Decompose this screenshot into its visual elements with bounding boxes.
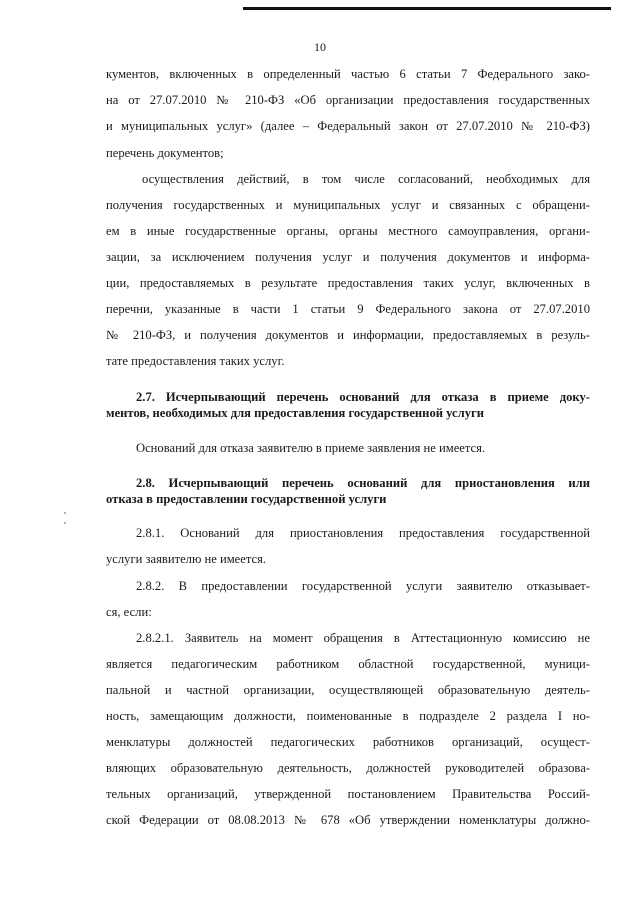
text-line: ся, если:: [106, 605, 152, 619]
page-number: 10: [314, 40, 326, 54]
top-rule: [243, 7, 611, 10]
text-line: на от 27.07.2010 № 210-ФЗ «Об организации предоставления государственных: [106, 93, 590, 107]
text-line: тате предоставления таких услуг.: [106, 354, 285, 368]
text-line: тельных организаций, утвержденной постановлением Правительства Россий-: [106, 787, 590, 801]
section-heading: отказа в предоставлении государственной услуги: [106, 492, 387, 506]
text-line: ции, предоставляемых в результате предоставления таких услуг, включенных в: [106, 276, 590, 290]
text-line: 2.8.2. В предоставлении государственной услуги заявителю отказывает-: [136, 579, 590, 593]
text-line: Оснований для отказа заявителю в приеме заявления не имеется.: [136, 441, 486, 455]
text-line: и муниципальных услуг» (далее – Федеральный закон от 27.07.2010 № 210-ФЗ): [106, 119, 590, 133]
text-line: ность, замещающим должности, поименованные в подразделе 2 раздела I но-: [106, 709, 590, 723]
text-line: вляющих образовательную деятельность, должностей руководителей образова-: [106, 761, 590, 775]
section-heading: 2.8. Исчерпывающий перечень оснований для приостановления или: [136, 476, 590, 490]
text-line: ем в иные государственные органы, органы местного самоуправления, органи-: [106, 224, 590, 238]
scan-speck: [64, 522, 66, 524]
text-line: ской Федерации от 08.08.2013 № 678 «Об утверждении номенклатуры должно-: [106, 813, 590, 827]
text-line: осуществления действий, в том числе согласований, необходимых для: [142, 172, 590, 186]
text-line: 2.8.1. Оснований для приостановления предоставления государственной: [136, 526, 590, 540]
text-line: кументов, включенных в определенный частью 6 статьи 7 Федерального зако-: [106, 67, 590, 81]
text-line: менклатуры должностей педагогических работников организаций, осущест-: [106, 735, 590, 749]
text-line: получения государственных и муниципальных услуг и связанных с обращени-: [106, 198, 590, 212]
text-line: пальной и частной организации, осуществляющей образовательную деятель-: [106, 683, 590, 697]
text-line: является педагогическим работником областной государственной, муници-: [106, 657, 590, 671]
section-heading: ментов, необходимых для предоставления государственной услуги: [106, 406, 484, 420]
text-line: зации, за исключением получения услуг и получения документов и информа-: [106, 250, 590, 264]
text-line: № 210-ФЗ, и получения документов и информации, предоставляемых в резуль-: [106, 328, 590, 342]
text-line: перечень документов;: [106, 146, 224, 160]
text-line: перечни, указанные в части 1 статьи 9 Федерального закона от 27.07.2010: [106, 302, 590, 316]
section-heading: 2.7. Исчерпывающий перечень оснований для отказа в приеме доку-: [136, 390, 590, 404]
text-line: 2.8.2.1. Заявитель на момент обращения в Аттестационную комиссию не: [136, 631, 590, 645]
scan-speck: [64, 512, 66, 514]
text-line: услуги заявителю не имеется.: [106, 552, 267, 566]
